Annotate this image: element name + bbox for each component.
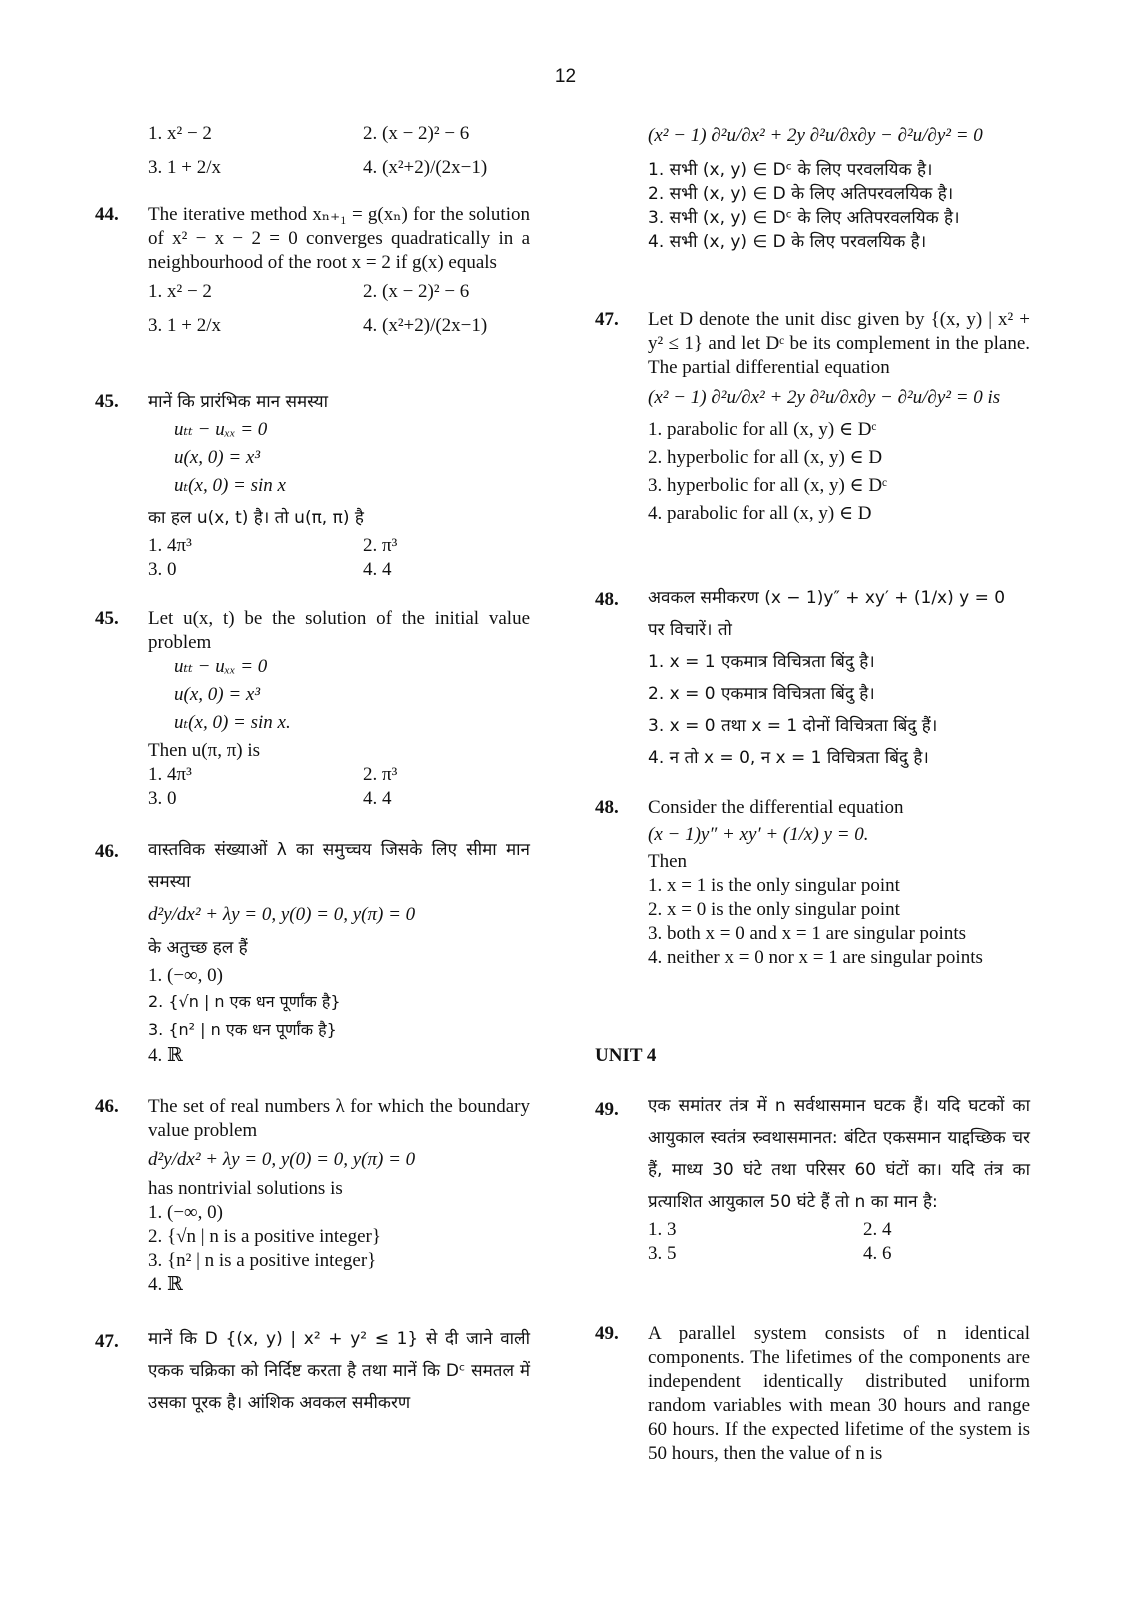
option: 2. {√n | n is a positive integer}	[148, 1226, 381, 1247]
equation: uₜ(x, 0) = sin x	[174, 475, 286, 496]
option: 2. π³	[363, 764, 398, 785]
option: 1. 3	[648, 1219, 677, 1240]
option: 4. (x²+2)/(2x−1)	[363, 315, 488, 336]
question-text: A parallel system consists of n identical components. The lifetimes of the components are independent identically distributed uniform random variables with mean 30 hours and range 60 hours. If the expected lifetime of the system is 50 hours, then the value of n is	[648, 1323, 1030, 1464]
equation: uₜₜ − uₓₓ = 0	[174, 656, 268, 677]
option: 2. hyperbolic for all (x, y) ∈ D	[648, 447, 883, 468]
question-number: 45.	[95, 608, 119, 629]
question-number: 48.	[595, 589, 619, 610]
option: 1. (−∞, 0)	[148, 1202, 223, 1223]
option: 3. {n² | n is a positive integer}	[148, 1250, 377, 1271]
option: 3. 1 + 2/x	[148, 157, 221, 178]
option: 4. neither x = 0 nor x = 1 are singular points	[648, 947, 983, 968]
equation: (x² − 1) ∂²u/∂x² + 2y ∂²u/∂x∂y − ∂²u/∂y² = 0	[648, 125, 983, 146]
option: 1. parabolic for all (x, y) ∈ Dᶜ	[648, 419, 877, 440]
option: 3. both x = 0 and x = 1 are singular points	[648, 923, 966, 944]
option: 1. x = 1 is the only singular point	[648, 875, 900, 896]
equation: d²y/dx² + λy = 0, y(0) = 0, y(π) = 0	[148, 904, 416, 925]
question-47-hindi-continued	[648, 118, 1030, 250]
question-45-hindi	[148, 386, 530, 582]
equation: uₜ(x, 0) = sin x.	[174, 712, 291, 733]
option: 4. parabolic for all (x, y) ∈ D	[648, 503, 872, 524]
option: 1. x = 1 एकमात्र विचित्रता बिंदु है।	[648, 652, 875, 672]
question-number: 47.	[95, 1331, 119, 1352]
option-row	[648, 1242, 1030, 1266]
option: 1. 4π³	[148, 764, 192, 785]
question-text: मानें कि प्रारंभिक मान समस्या	[148, 392, 329, 412]
option: 1. x² − 2	[148, 281, 212, 302]
equation: u(x, 0) = x³	[174, 684, 261, 705]
question-number: 46.	[95, 841, 119, 862]
option: 1. x² − 2	[148, 123, 212, 144]
question-49-hindi	[648, 1090, 1030, 1266]
equation: (x² − 1) ∂²u/∂x² + 2y ∂²u/∂x∂y − ∂²u/∂y² = 0 is	[648, 387, 1001, 408]
option-row	[148, 275, 530, 309]
question-44	[148, 203, 530, 343]
q43-options	[148, 117, 538, 185]
option: 3. 0	[148, 559, 177, 580]
question-number: 47.	[595, 309, 619, 330]
option-row	[148, 534, 530, 558]
question-text: मानें कि D {(x, y) | x² + y² ≤ 1} से दी जाने वाली एकक चक्रिका को निर्दिष्ट करता है तथा मानें कि Dᶜ समतल में उसका पूरक है। आंशिक अवकल समीकरण	[148, 1329, 530, 1413]
option: 4. 6	[863, 1243, 892, 1264]
question-text: has nontrivial solutions is	[148, 1178, 343, 1199]
question-text: Consider the differential equation	[648, 797, 904, 818]
option: 2. x = 0 is the only singular point	[648, 899, 900, 920]
question-45-english	[148, 607, 530, 811]
question-49-english	[648, 1322, 1030, 1466]
unit-heading: UNIT 4	[595, 1045, 657, 1066]
option: 2. (x − 2)² − 6	[363, 123, 470, 144]
equation: d²y/dx² + λy = 0, y(0) = 0, y(π) = 0	[148, 1149, 416, 1170]
question-text: Let u(x, t) be the solution of the initial value problem	[148, 608, 530, 653]
page-number: 12	[554, 66, 577, 87]
option-row	[148, 558, 530, 582]
option: 4. ℝ	[148, 1274, 183, 1295]
question-text: वास्तविक संख्याओं λ का समुच्चय जिसके लिए सीमा मान समस्या	[148, 840, 530, 892]
option: 2. π³	[363, 535, 398, 556]
question-text: पर विचारें। तो	[648, 620, 732, 640]
question-text: The set of real numbers λ for which the boundary value problem	[148, 1096, 530, 1141]
option: 4. 4	[363, 788, 392, 809]
question-number: 48.	[595, 797, 619, 818]
question-text: का हल u(x, t) है। तो u(π, π) है	[148, 508, 364, 528]
option-row	[648, 1218, 1030, 1242]
option: 3. 5	[648, 1243, 677, 1264]
question-47-english	[648, 308, 1030, 528]
option: 4. ℝ	[148, 1045, 183, 1066]
question-46-hindi	[148, 834, 530, 1068]
question-46-english	[148, 1095, 530, 1297]
question-text: Then	[648, 851, 688, 872]
option: 1. (−∞, 0)	[148, 965, 223, 986]
question-number: 45.	[95, 391, 119, 412]
option: 2. (x − 2)² − 6	[363, 281, 470, 302]
question-48-hindi	[648, 582, 1030, 774]
option: 2. सभी (x, y) ∈ D के लिए अतिपरवलयिक है।	[648, 184, 954, 204]
question-47-hindi	[148, 1323, 530, 1419]
option: 3. hyperbolic for all (x, y) ∈ Dᶜ	[648, 475, 887, 496]
question-text: Let D denote the unit disc given by {(x, y) | x² + y² ≤ 1} and let Dᶜ be its complement in the plane. The partial differential equation	[648, 309, 1030, 378]
option: 3. सभी (x, y) ∈ Dᶜ के लिए अतिपरवलयिक है।	[648, 208, 960, 228]
question-text: Then u(π, π) is	[148, 740, 261, 761]
option-row	[148, 763, 530, 787]
question-48-english	[648, 796, 1030, 970]
option-row	[148, 787, 530, 811]
option-row	[148, 117, 538, 151]
option-row	[148, 151, 538, 185]
option: 2. 4	[863, 1219, 892, 1240]
question-text: एक समांतर तंत्र में n सर्वथासमान घटक हैं। यदि घटकों का आयुकाल स्वतंत्र स्र्वथासमानत: बंटित एकसमान याद्दच्छिक चर हैं, माध्य 30 घंटे तथा परिसर 60 घंटों का। यदि तंत्र का प्रत्याशित आयुकाल 50 घंटे हैं तो n का मान है:	[648, 1096, 1030, 1212]
option: 1. 4π³	[148, 535, 192, 556]
question-number: 44.	[95, 204, 119, 225]
question-text: The iterative method xₙ₊₁ = g(xₙ) for the solution of x² − x − 2 = 0 converges quadratically in a neighbourhood of the root x = 2 if g(x) equals	[148, 204, 530, 273]
option: 3. x = 0 तथा x = 1 दोनों विचित्रता बिंदु हैं।	[648, 716, 938, 736]
option: 2. {√n | n एक धन पूर्णांक है}	[148, 992, 341, 1011]
option: 3. 1 + 2/x	[148, 315, 221, 336]
option: 3. {n² | n एक धन पूर्णांक है}	[148, 1020, 337, 1039]
option: 1. सभी (x, y) ∈ Dᶜ के लिए परवलयिक है।	[648, 160, 933, 180]
option: 4. न तो x = 0, न x = 1 विचित्रता बिंदु है।	[648, 748, 929, 768]
option: 4. सभी (x, y) ∈ D के लिए परवलयिक है।	[648, 232, 927, 252]
equation: u(x, 0) = x³	[174, 447, 261, 468]
question-text: अवकल समीकरण (x − 1)y″ + xy′ + (1/x) y = 0	[648, 588, 1006, 608]
option-row	[148, 309, 530, 343]
option: 2. x = 0 एकमात्र विचित्रता बिंदु है।	[648, 684, 875, 704]
question-number: 49.	[595, 1323, 619, 1344]
option: 4. (x²+2)/(2x−1)	[363, 157, 488, 178]
question-number: 46.	[95, 1096, 119, 1117]
question-text: के अतुच्छ हल हैं	[148, 938, 248, 958]
question-number: 49.	[595, 1099, 619, 1120]
equation: (x − 1)y″ + xy′ + (1/x) y = 0.	[648, 824, 869, 845]
equation: uₜₜ − uₓₓ = 0	[174, 419, 268, 440]
option: 3. 0	[148, 788, 177, 809]
option: 4. 4	[363, 559, 392, 580]
